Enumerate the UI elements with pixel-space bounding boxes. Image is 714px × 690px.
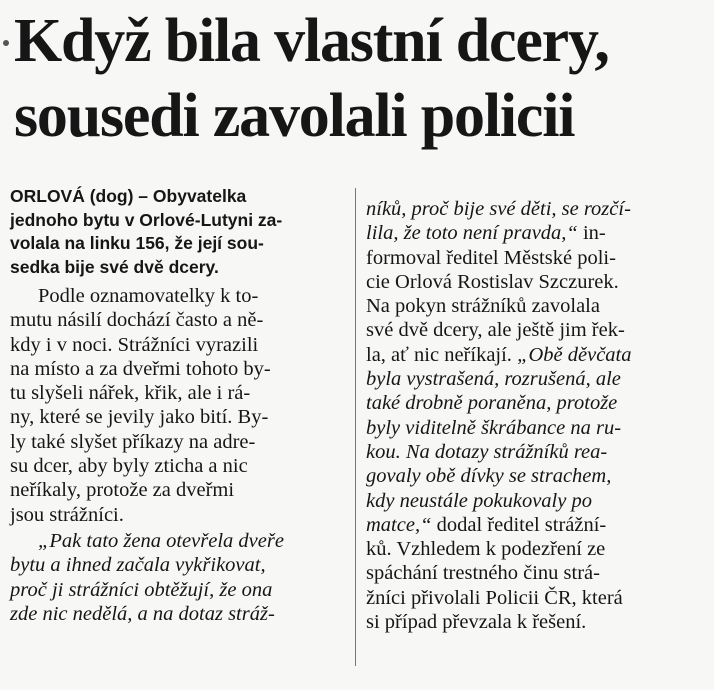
body-line: su dcer, aby byly zticha a nic [10,455,248,478]
text-fragment: la, ať nic neříkají. [366,343,518,366]
body-line [366,221,708,245]
quote-fragment: matce,“ [366,513,432,536]
body-line: formoval ředitel Městské poli- [366,246,616,269]
lead-line: jednoho bytu v Orlové-Lutyni za- [10,209,283,230]
lead-line: sedka bije své dvě dcery. [10,256,219,277]
body-line: také drobně poraněna, protože [366,392,618,415]
body-line: govaly obě dívky se strachem, [366,465,612,488]
body-line: spáchání trestného činu strá- [366,562,600,585]
body-line: ly také slyšet příkazy na adre- [10,430,256,453]
body-line [366,343,708,367]
lead-line: volala na linku 156, že její sou- [10,233,264,253]
lead-line: ORLOVÁ (dog) – Obyvatelka [10,186,247,206]
article-lead [10,185,355,279]
headline-line-1: Když bila vlastní dcery, [14,7,609,75]
article-column-left [10,185,355,626]
quote-line: bytu a ihned začala vykřikovat, [10,554,266,577]
quote-fragment: „Obě děvčata [517,343,632,366]
body-line: neříkaly, protože za dveřmi [10,479,235,502]
body-line: ků. Vzhledem k podezření ze [366,538,606,561]
body-line: Podle oznamovatelky k to- [38,285,259,307]
text-fragment: in- [577,222,606,245]
body-line: byla vystrašená, rozrušená, ale [366,368,621,391]
body-line: cie Orlová Rostislav Szczurek. [366,270,619,293]
quote-line: „Pak tato žena otevřela dveře [38,529,284,552]
print-speck [3,40,9,46]
body-line: žníci přivolali Policii ČR, která [366,586,623,609]
body-line: mutu násilí dochází často a ně- [10,309,264,332]
body-line: kou. Na dotazy strážníků rea- [366,440,608,463]
body-line: tu slyšeli nářek, křik, ale i rá- [10,382,251,405]
body-line [366,513,708,537]
body-quote [10,529,355,626]
quote-line: proč ji strážníci obtěžují, že ona [10,578,273,601]
body-line: níků, proč bije své děti, se rozčí- [366,198,631,220]
body-line: Na pokyn strážníků zavolala [366,295,600,318]
body-line: kdy i v noci. Strážníci vyrazili [10,333,259,356]
body-paragraph-1 [10,284,355,527]
quote-fragment: lila, že toto není pravda,“ [366,222,578,245]
body-line: byly viditelně škrábance na ru- [366,416,622,439]
headline-line-2: sousedi zavolali policii [14,82,575,150]
article-column-right [366,197,708,634]
column-divider [355,188,356,666]
quote-line: zde nic nedělá, a na dotaz stráž- [10,602,275,625]
body-line: ny, které se jevily jako bití. By- [10,406,269,429]
text-fragment: dodal ředitel strážní- [431,513,607,536]
body-line: na místo a za dveřmi tohoto by- [10,357,271,380]
body-line: kdy neustále pokukovaly po [366,489,592,512]
article-headline [14,4,708,154]
body-line: své dvě dcery, ale ještě jim řek- [366,319,625,342]
body-line: si případ převzala k řešení. [366,611,587,634]
body-line: jsou strážníci. [10,503,124,526]
